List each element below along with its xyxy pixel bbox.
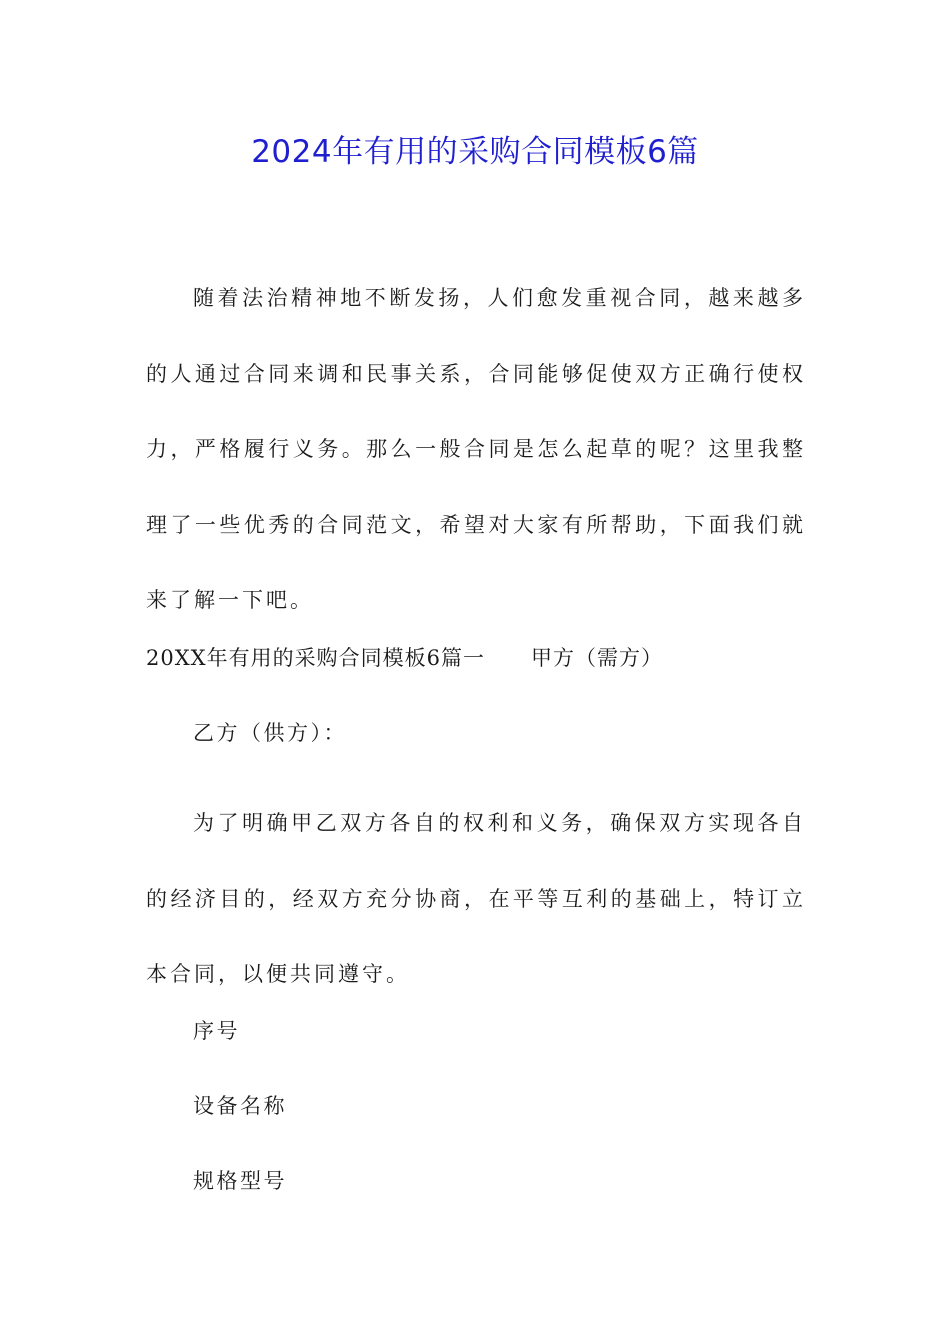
- section-heading: 20XX年有用的采购合同模板6篇一: [146, 646, 485, 670]
- field-model-spec: 规格型号: [193, 1169, 287, 1193]
- party-a-label: 甲方（需方）: [530, 646, 663, 670]
- intro-paragraph: 随着法治精神地不断发扬，人们愈发重视合同，越来越多的人通过合同来调和民事关系，合同能够促使双方正确行使权力，严格履行义务。那么一般合同是怎么起草的呢？这里我整理了一些优秀的合同范文，希望对大家有所帮助，下面我们就来了解一下吧。: [146, 286, 806, 612]
- purpose-paragraph: 为了明确甲乙双方各自的权利和义务，确保双方实现各自的经济目的，经双方充分协商，在平等互利的基础上，特订立本合同，以便共同遵守。: [146, 811, 806, 986]
- party-b-label: 乙方（供方）：: [193, 721, 347, 745]
- section-heading-line: [146, 643, 663, 673]
- field-equipment-name: 设备名称: [193, 1094, 287, 1118]
- field-serial-number: 序号: [193, 1019, 240, 1043]
- document-title: 2024年有用的采购合同模板6篇: [251, 134, 699, 170]
